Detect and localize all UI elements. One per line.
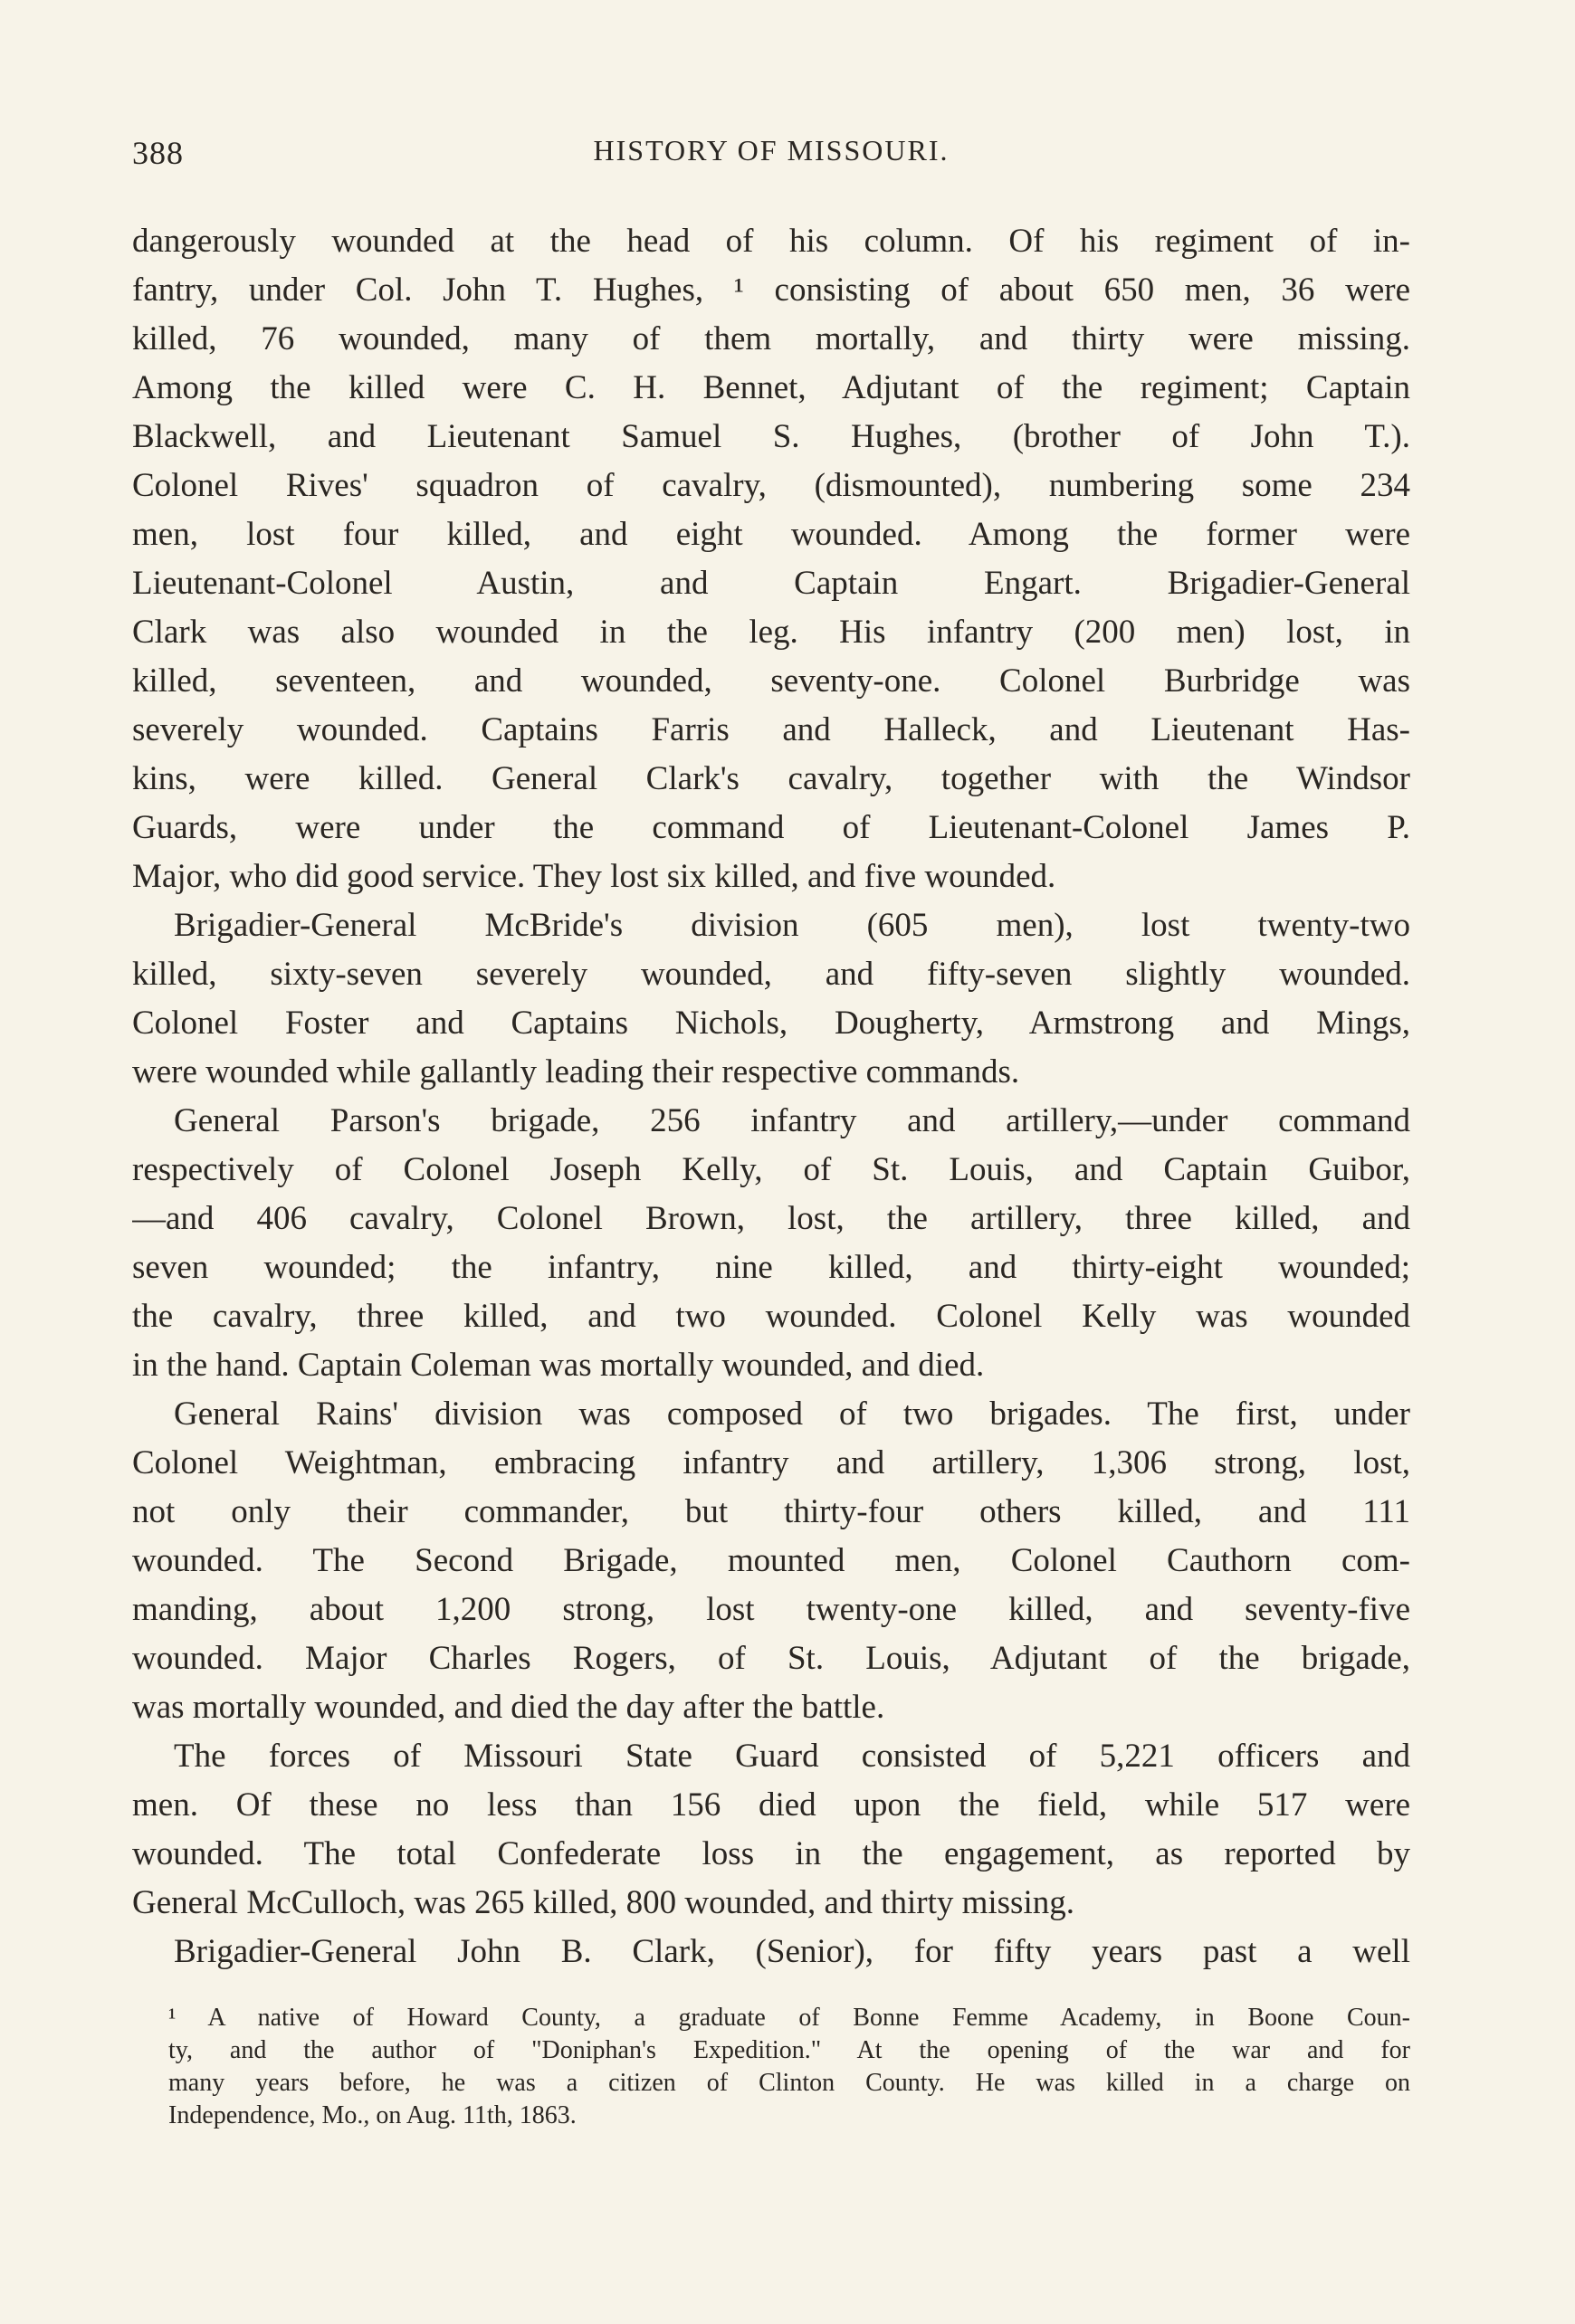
text-line: severely wounded. Captains Farris and Halleck, and Lieutenant Has- [132, 711, 1410, 748]
running-title: HISTORY OF MISSOURI. [593, 134, 950, 167]
text-line: the cavalry, three killed, and two wounded. Colonel Kelly was wounded [132, 1298, 1410, 1335]
text-line: Lieutenant-Colonel Austin, and Captain Engart. Brigadier-General [132, 565, 1410, 602]
text-line: kins, were killed. General Clark's cavalry, together with the Windsor [132, 760, 1410, 797]
text-line: dangerously wounded at the head of his column. Of his regiment of in- [132, 223, 1410, 260]
text-line: Guards, were under the command of Lieutenant-Colonel James P. [132, 809, 1410, 846]
body-text [132, 217, 1410, 1976]
text-line: wounded. Major Charles Rogers, of St. Louis, Adjutant of the brigade, [132, 1640, 1410, 1677]
text-line: manding, about 1,200 strong, lost twenty-one killed, and seventy-five [132, 1591, 1410, 1628]
text-line: Colonel Rives' squadron of cavalry, (dismounted), numbering some 234 [132, 467, 1410, 504]
text-line: wounded. The total Confederate loss in the engagement, as reported by [132, 1835, 1410, 1872]
text-line: Among the killed were C. H. Bennet, Adjutant of the regiment; Captain [132, 369, 1410, 406]
footnotes [168, 2002, 1410, 2132]
text-line: The forces of Missouri State Guard consisted of 5,221 officers and [174, 1738, 1410, 1775]
text-line: General McCulloch, was 265 killed, 800 wounded, and thirty missing. [132, 1884, 1074, 1921]
text-line: killed, sixty-seven severely wounded, and fifty-seven slightly wounded. [132, 956, 1410, 993]
text-line: men, lost four killed, and eight wounded. Among the former were [132, 516, 1410, 553]
text-line: was mortally wounded, and died the day after the battle. [132, 1689, 885, 1726]
text-line: Brigadier-General McBride's division (605 men), lost twenty-two [174, 907, 1410, 944]
text-line: not only their commander, but thirty-four others killed, and 111 [132, 1493, 1410, 1530]
text-line: seven wounded; the infantry, nine killed, and thirty-eight wounded; [132, 1249, 1410, 1286]
text-line: Brigadier-General John B. Clark, (Senior), for fifty years past a well [174, 1933, 1410, 1970]
text-line: killed, seventeen, and wounded, seventy-one. Colonel Burbridge was [132, 662, 1410, 700]
footnote-line: ty, and the author of "Doniphan's Expedition." At the opening of the war and for [168, 2036, 1410, 2064]
text-line: Colonel Weightman, embracing infantry and artillery, 1,306 strong, lost, [132, 1444, 1410, 1481]
page-header [132, 134, 1410, 179]
footnote-line: many years before, he was a citizen of Clinton County. He was killed in a charge on [168, 2069, 1410, 2097]
text-line: Colonel Foster and Captains Nichols, Dougherty, Armstrong and Mings, [132, 1005, 1410, 1042]
text-line: in the hand. Captain Coleman was mortally wounded, and died. [132, 1347, 985, 1384]
text-line: wounded. The Second Brigade, mounted men, Colonel Cauthorn com- [132, 1542, 1410, 1579]
text-line: —and 406 cavalry, Colonel Brown, lost, the artillery, three killed, and [132, 1200, 1410, 1237]
text-line: fantry, under Col. John T. Hughes, ¹ consisting of about 650 men, 36 were [132, 271, 1410, 309]
text-line: General Parson's brigade, 256 infantry and artillery,—under command [174, 1102, 1410, 1139]
text-line: respectively of Colonel Joseph Kelly, of St. Louis, and Captain Guibor, [132, 1151, 1410, 1188]
text-line: Blackwell, and Lieutenant Samuel S. Hughes, (brother of John T.). [132, 418, 1410, 455]
footnote-line: ¹ A native of Howard County, a graduate of Bonne Femme Academy, in Boone Coun- [168, 2004, 1410, 2032]
text-line: killed, 76 wounded, many of them mortally, and thirty were missing. [132, 320, 1410, 357]
text-line: General Rains' division was composed of two brigades. The first, under [174, 1395, 1410, 1433]
text-line: men. Of these no less than 156 died upon the field, while 517 were [132, 1786, 1410, 1824]
text-line: Clark was also wounded in the leg. His infantry (200 men) lost, in [132, 614, 1410, 651]
text-line: Major, who did good service. They lost six killed, and five wounded. [132, 858, 1056, 895]
footnote-line: Independence, Mo., on Aug. 11th, 1863. [168, 2101, 577, 2129]
page-number: 388 [132, 135, 184, 171]
text-line: were wounded while gallantly leading their respective commands. [132, 1053, 1020, 1091]
